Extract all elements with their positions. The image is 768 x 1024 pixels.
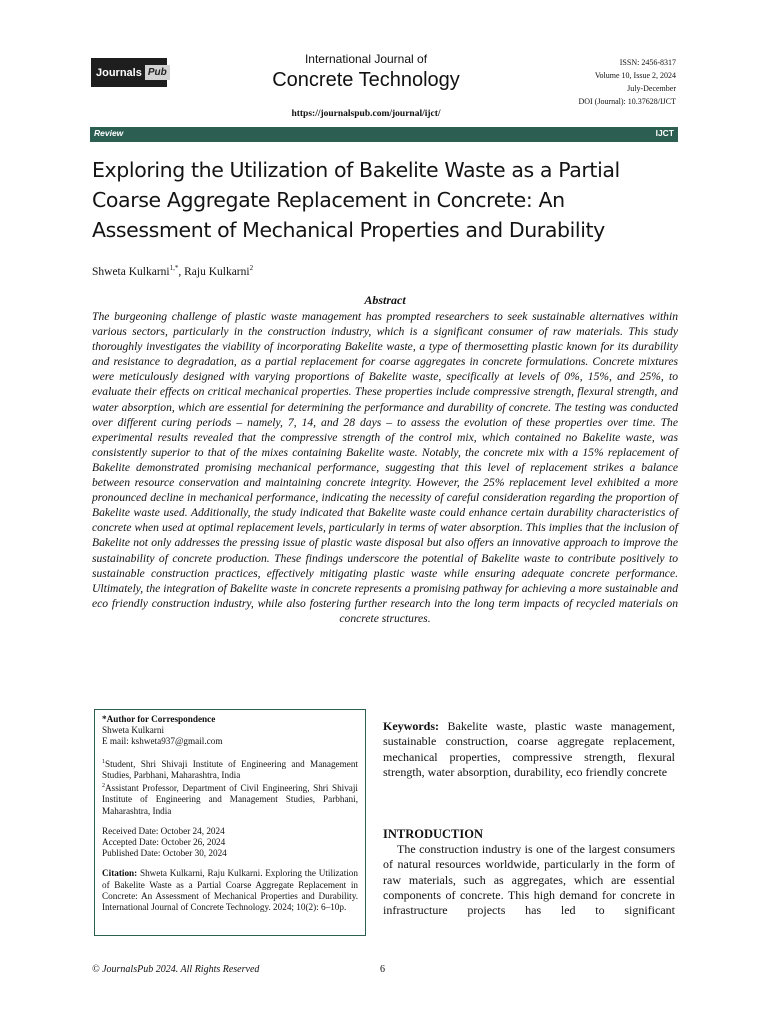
volume-issue: Volume 10, Issue 2, 2024: [594, 71, 676, 80]
keywords-text: Bakelite waste, plastic waste management, sustainable construction, coarse aggregate replacement, mechanical properties, compressive strength, flexural strength, water absorption, durability, eco friendly concrete: [383, 719, 675, 780]
journal-title-line2: Concrete Technology: [272, 69, 460, 91]
author-separator: ,: [178, 265, 185, 278]
issue-period: July-December: [627, 84, 676, 93]
keywords-block: [383, 719, 675, 781]
journalspub-logo: [91, 58, 167, 87]
affiliation-1: [102, 757, 358, 781]
correspondence-name: Shweta Kulkarni: [102, 725, 165, 736]
author-list: [92, 264, 253, 278]
accepted-date: Accepted Date: October 26, 2024: [102, 836, 226, 847]
introduction-heading: INTRODUCTION: [383, 827, 484, 841]
citation: [102, 868, 358, 913]
author-name: Shweta Kulkarni: [92, 265, 170, 278]
author-affiliation-mark: 1,*: [169, 264, 179, 272]
affiliation-text: Student, Shri Shivaji Institute of Engineering and Management Studies, Parbhani, Maharashtra, India: [102, 758, 358, 780]
published-date: Published Date: October 30, 2024: [102, 848, 227, 859]
article-title: Exploring the Utilization of Bakelite Waste as a Partial Coarse Aggregate Replacement in Concrete: An Assessment of Mechanical Properties and Durability: [92, 158, 620, 242]
logo-main-text: Journals: [96, 66, 142, 79]
author-affiliation-mark: 2: [249, 264, 254, 272]
citation-label: Citation:: [102, 868, 138, 879]
affiliation-text: Assistant Professor, Department of Civil Engineering, Shri Shivaji Institute of Engineering and Management Studies, Parbhani, Maharashtra, India: [102, 783, 358, 816]
affiliation-mark: 1: [102, 758, 105, 765]
page-number: 6: [380, 964, 385, 975]
abstract-text: The burgeoning challenge of plastic waste management has prompted researchers to seek sustainable alternatives within various sectors, particularly in the construction industry, which is a significant consumer of raw materials. This study thoroughly investigates the viability of incorporating Bakelite waste, a type of thermosetting plastic known for its durability and resistance to degradation, as a partial replacement for coarse aggregates in concrete formulations. Concrete mixtures were meticulously designed with varying proportions of Bakelite waste, specifically at levels of 0%, 15%, and 25%, to evaluate their effects on critical mechanical properties. These properties include compressive strength, flexural strength, and water absorption, which are essential for determining the performance and durability of concrete. The testing was conducted over different curing periods – namely, 7, 14, and 28 days – to assess the evolution of these properties over time. The experimental results revealed that the compressive strength of the control mix, which contained no Bakelite waste, was consistently superior to that of the mixes containing Bakelite waste. Notably, the concrete mix with a 15% replacement of Bakelite demonstrated promising mechanical performance, suggesting that this level of replacement strikes a balance between resource conservation and maintaining concrete integrity. However, the 25% replacement level exhibited a more pronounced decline in mechanical performance, indicating the necessity of careful consideration regarding the proportion of Bakelite waste used. Additionally, the study indicated that Bakelite waste could enhance certain durability characteristics of concrete when used at optimal replacement levels, particularly in terms of water absorption. This implies that the inclusion of Bakelite not only addresses the pressing issue of plastic waste disposal but also offers an innovative approach to improve the sustainability of concrete production. These findings underscore the potential of Bakelite waste to contribute positively to sustainable construction practices, effectively mitigating plastic waste while ensuring adequate concrete performance. Ultimately, the integration of Bakelite waste in concrete represents a promising pathway for achieving a more sustainable and eco friendly construction industry, while also fostering further research into the long term impacts of recycled materials on concrete structures.: [92, 310, 678, 625]
author-name: Raju Kulkarni: [184, 265, 250, 278]
citation-text: Shweta Kulkarni, Raju Kulkarni. Exploring the Utilization of Bakelite Waste as a Partial Coarse Aggregate Replacement in Concrete: An Assessment of Mechanical Properties and Durability. International Journal of Concrete Technology. 2024; 10(2): 6–10p.: [102, 868, 358, 912]
introduction-text: The construction industry is one of the largest consumers of natural resources worldwide, particularly in the form of raw materials, such as aggregates, which are essential components of concrete. This high demand for concrete in infrastructure projects has led to significant: [383, 842, 675, 918]
journal-url-link[interactable]: https://journalspub.com/journal/ijct/: [291, 109, 441, 119]
correspondence-box: [94, 709, 366, 936]
journal-meta: [520, 56, 676, 108]
keywords-label: Keywords:: [383, 719, 439, 733]
journal-code-label: IJCT: [655, 128, 674, 138]
correspondence-heading: *Author for Correspondence: [102, 714, 216, 724]
correspondence-email: E mail: kshweta937@gmail.com: [102, 736, 223, 747]
footer-copyright: © JournalsPub 2024. All Rights Reserved: [92, 964, 260, 975]
affiliation-2: [102, 781, 358, 817]
abstract-heading: Abstract: [364, 293, 406, 307]
logo-pub-text: Pub: [145, 65, 170, 80]
affiliation-mark: 2: [102, 783, 105, 790]
journal-title-line1: International Journal of: [304, 52, 428, 66]
received-date: Received Date: October 24, 2024: [102, 825, 225, 836]
issn: ISSN: 2456-8317: [619, 58, 676, 67]
article-type-label: Review: [94, 128, 124, 138]
article-type-band: [90, 127, 678, 142]
journal-doi: DOI (Journal): 10.37628/IJCT: [578, 97, 676, 106]
